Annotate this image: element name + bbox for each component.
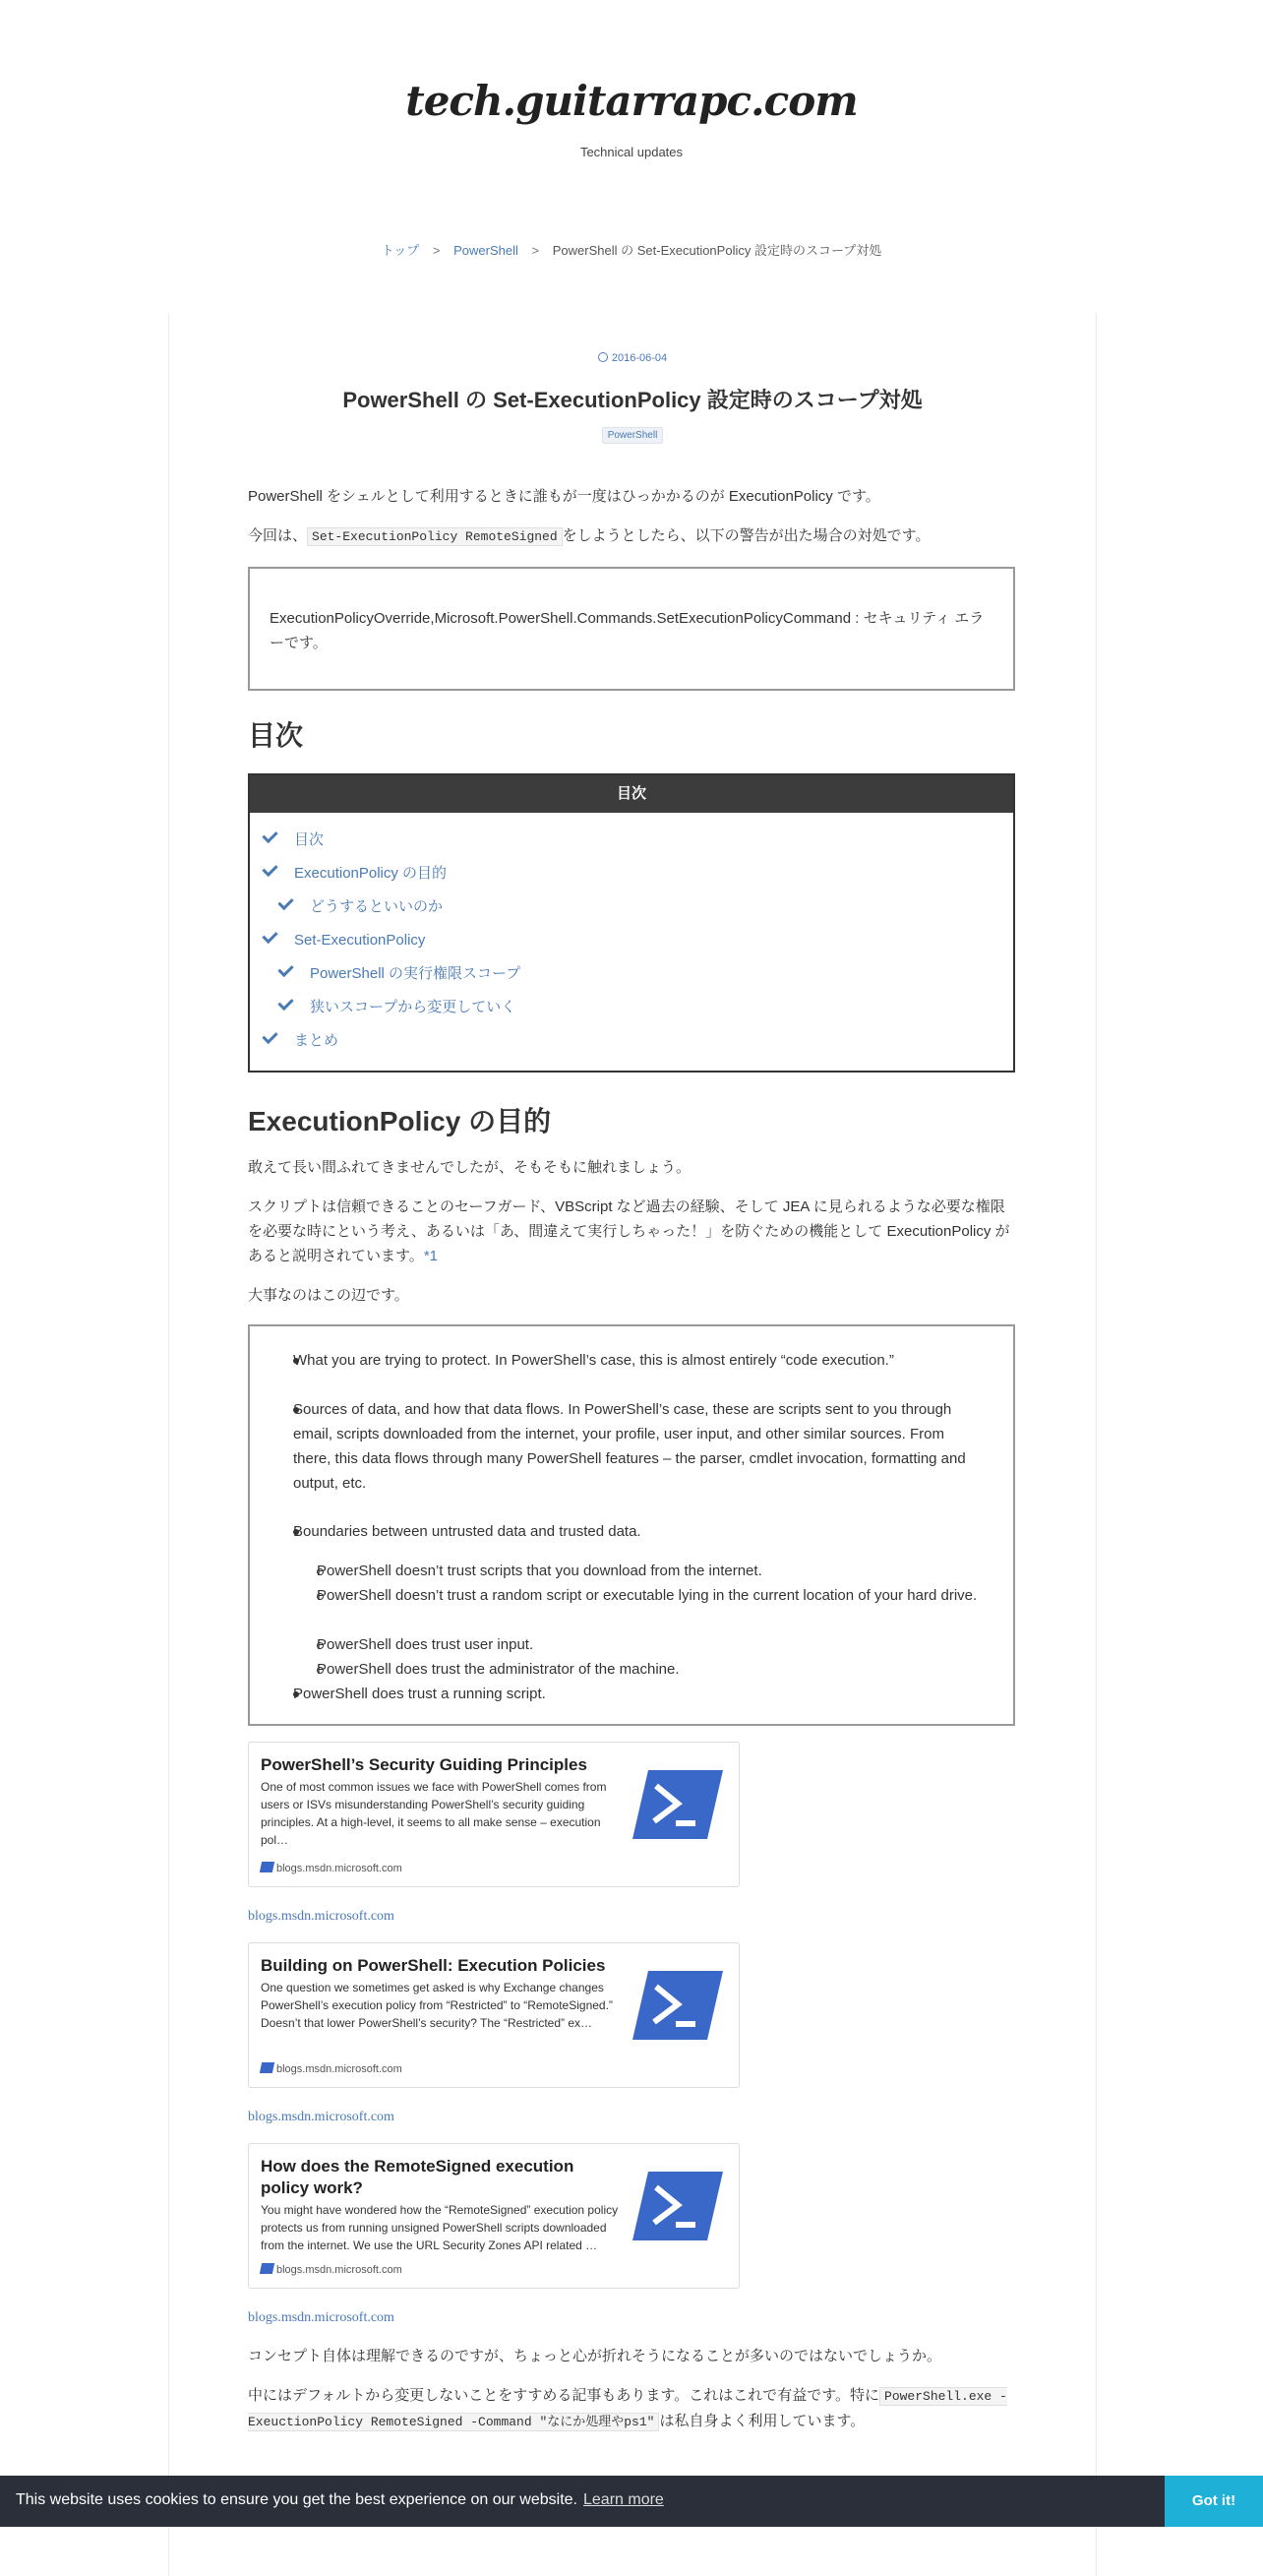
source-link[interactable]: blogs.msdn.microsoft.com (248, 2110, 394, 2124)
card-source-label: blogs.msdn.microsoft.com (276, 1863, 402, 1874)
card-title[interactable]: How does the RemoteSigned execution policy work? (261, 2157, 574, 2197)
toc-item-label: どうするといいのか (310, 898, 444, 915)
clock-icon (598, 352, 608, 362)
list-item: PowerShell does trust a running script. (293, 1686, 546, 1702)
toc-item-label: PowerShell の実行権限スコープ (310, 965, 521, 982)
check-icon (262, 828, 277, 843)
check-icon (277, 961, 293, 977)
list-subitem: PowerShell does trust the administrator of the machine. (317, 1661, 680, 1678)
text: をしようとしたら、以下の警告が出た場合の対処です。 (562, 527, 931, 544)
check-icon (277, 995, 293, 1011)
powershell-logo-icon (631, 1969, 725, 2042)
learn-more-link[interactable]: Learn more (583, 2491, 664, 2508)
check-icon (262, 861, 277, 877)
source-link[interactable]: blogs.msdn.microsoft.com (248, 1909, 394, 1924)
source-link[interactable]: blogs.msdn.microsoft.com (248, 2310, 394, 2325)
check-icon (262, 928, 277, 944)
warning-blockquote (248, 567, 1015, 691)
paragraph (248, 2383, 1015, 2434)
inline-code: PowerShell.exe -ExeuctionPolicy RemoteSigned -Command "なにか処理やps1" (248, 2389, 1007, 2429)
breadcrumb-current: PowerShell の Set-ExecutionPolicy 設定時のスコープ対処 (552, 243, 882, 258)
powershell-favicon-icon (260, 1862, 274, 1872)
scope-paragraph (248, 523, 1015, 549)
card-description: One question we sometimes get asked is why Exchange changes PowerShell’s execution policy from “Restricted” to “RemoteSigned.” Doesn’t that lower PowerShell’s security? The “Restricted” ex… (261, 1981, 613, 2030)
principles-blockquote (248, 1324, 1015, 1726)
post-date-link[interactable]: 2016-06-04 (611, 352, 668, 364)
paragraph: 大事なのはこの辺です。 (248, 1287, 409, 1304)
paragraph: コンセプト自体は理解できるのですが、ちょっと心が折れそうになることが多いのではないでしょうか。 (248, 2348, 942, 2364)
card-description: You might have wondered how the “RemoteSigned” execution policy protects us from running unsigned PowerShell scripts downloaded from the internet. We use the URL Security Zones API related … (261, 2203, 619, 2252)
powershell-logo-icon (631, 2170, 725, 2242)
category-tag[interactable]: PowerShell (602, 427, 664, 444)
toc-item-label: Set-ExecutionPolicy (294, 932, 426, 949)
card-description: One of most common issues we face with PowerShell comes from users or ISVs misunderstanding PowerShell’s security guiding principles. At a high-level, it seems to all make sense – execution pol… (261, 1780, 607, 1847)
card-source-label: blogs.msdn.microsoft.com (276, 2063, 402, 2075)
link-card[interactable] (248, 2143, 740, 2289)
list-subitem: PowerShell doesn’t trust scripts that you download from the internet. (317, 1563, 762, 1579)
text: 中にはデフォルトから変更しないことをすすめる記事もあります。これはこれで有益です。特に (248, 2387, 880, 2404)
text: 今回は、 (248, 527, 308, 544)
section-heading: ExecutionPolicy の目的 (248, 1106, 552, 1136)
toc-item[interactable] (266, 862, 447, 883)
breadcrumb-home[interactable]: トップ (381, 243, 420, 258)
powershell-favicon-icon (260, 2062, 274, 2073)
toc-item[interactable] (281, 962, 520, 983)
toc-item[interactable] (266, 929, 425, 949)
post-category (169, 425, 1096, 444)
breadcrumb-separator: > (432, 243, 441, 258)
intro-paragraph: PowerShell をシェルとして利用するときに誰もが一度はひっかかるのが ExecutionPolicy です。 (248, 488, 880, 505)
card-source-label: blogs.msdn.microsoft.com (276, 2264, 402, 2276)
toc-item[interactable] (266, 828, 324, 849)
breadcrumb-separator: > (531, 243, 540, 258)
text: は私自身よく利用しています。 (659, 2413, 866, 2429)
cookie-accept-button[interactable]: Got it! (1165, 2476, 1263, 2527)
list-item (293, 1348, 982, 1373)
powershell-logo-icon (631, 1768, 725, 1841)
check-icon (262, 1028, 277, 1044)
paragraph: 敢えて長い間ふれてきませんでしたが、そもそもに触れましょう。 (248, 1159, 692, 1176)
powershell-favicon-icon (260, 2263, 274, 2274)
article (168, 313, 1097, 2576)
card-source (261, 2062, 402, 2075)
site-header (0, 0, 1263, 167)
text: What you are trying to protect. In PowerShell’s case, this is almost entirely “code execution.” (293, 1352, 894, 1369)
table-of-contents (248, 773, 1015, 1073)
paragraph (248, 1195, 1015, 1268)
embed-block (248, 2143, 1015, 2330)
cookie-text: This website uses cookies to ensure you get the best experience on our website. (16, 2491, 577, 2508)
inline-code: Set-ExecutionPolicy RemoteSigned (307, 527, 563, 546)
site-description: Technical updates (579, 145, 684, 159)
toc-item-label: 目次 (294, 831, 325, 848)
post-title: PowerShell の Set-ExecutionPolicy 設定時のスコープ対処 (342, 388, 923, 412)
post-date (169, 352, 1096, 364)
toc-title: 目次 (250, 775, 1013, 813)
breadcrumb-category[interactable]: PowerShell (453, 243, 518, 258)
toc-item-label: ExecutionPolicy の目的 (294, 865, 448, 882)
toc-item[interactable] (266, 1029, 338, 1050)
footnote-link[interactable]: *1 (423, 1248, 438, 1264)
list-item: Boundaries between untrusted data and trusted data. (293, 1523, 641, 1540)
link-card[interactable] (248, 1742, 740, 1887)
text: スクリプトは信頼できることのセーフガード、VBScript など過去の経験、そして JEA に見られるような必要な権限を必要な時にという考え、あるいは「あ、間違えて実行しちゃった！」を防ぐための機能として ExecutionPolicy があると説明されています。 (248, 1198, 1010, 1264)
site-title[interactable]: tech.guitarrapc.cоm (405, 77, 858, 125)
embed-block (248, 1742, 1015, 1929)
list-subitem: PowerShell does trust user input. (317, 1636, 534, 1653)
cookie-banner (0, 2476, 1263, 2527)
breadcrumb (0, 240, 1263, 259)
warning-text: ExecutionPolicyOverride,Microsoft.PowerShell.Commands.SetExecutionPolicyCommand : セキュリティ エラーです。 (270, 610, 985, 651)
card-source (261, 1862, 402, 1874)
toc-item-label: まとめ (294, 1032, 339, 1049)
cookie-message (16, 2491, 664, 2509)
link-card[interactable] (248, 1942, 740, 2088)
card-title[interactable]: PowerShell’s Security Guiding Principles (261, 1755, 587, 1774)
toc-item[interactable] (281, 996, 515, 1016)
list-subitem: PowerShell doesn’t trust a random script or executable lying in the current location of your hard drive. (317, 1587, 978, 1604)
toc-item[interactable] (281, 895, 443, 916)
toc-item-label: 狭いスコープから変更していく (310, 999, 516, 1015)
card-source (261, 2263, 402, 2276)
card-title[interactable]: Building on PowerShell: Execution Policies (261, 1956, 606, 1975)
embed-block (248, 1942, 1015, 2129)
toc-heading: 目次 (248, 720, 304, 751)
check-icon (277, 894, 293, 910)
list-item: Sources of data, and how that data flows. In PowerShell’s case, these are scripts sent to you through email, scripts downloaded from the internet, your profile, user input, and other similar sources. From there, this data flows through many PowerShell features – the parser, cmdlet invocation, formatting and output, etc. (293, 1401, 966, 1492)
